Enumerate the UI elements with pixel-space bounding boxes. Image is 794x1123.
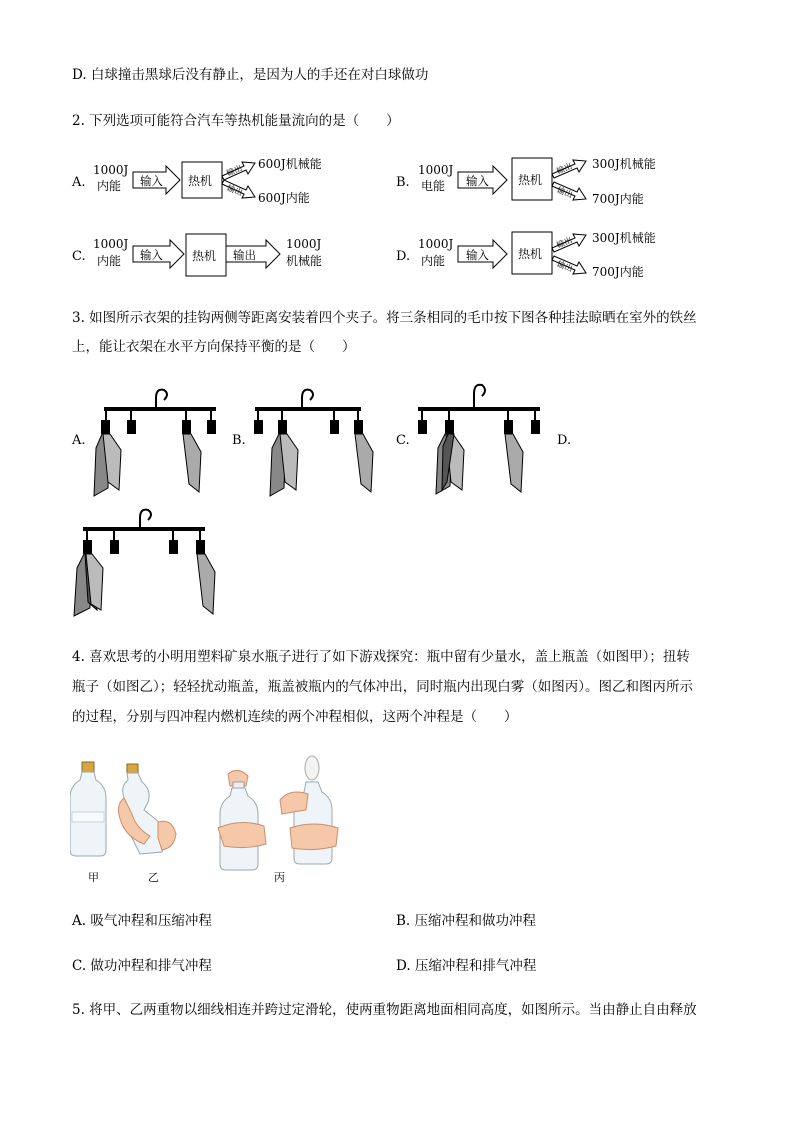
q2-b-letter: B. — [396, 175, 410, 190]
q2-b-out1: 300J机械能 — [592, 157, 656, 171]
q2-d-out-label-up: 输出 — [555, 235, 574, 250]
q3-label-b: B. — [232, 433, 246, 448]
q4-bottle-yi — [118, 764, 176, 854]
q3-label-c: C. — [396, 433, 410, 448]
q4-bottle-figure — [70, 752, 350, 887]
q2-d-out-label-down: 输出 — [555, 259, 574, 274]
q2-energy-flow-figure — [0, 150, 794, 285]
q2-b-out2: 700J内能 — [592, 192, 644, 206]
q3-hanger-figure — [0, 378, 794, 628]
q4-stem-line3: 的过程，分别与四冲程内燃机连续的两个冲程相似，这两个冲程是（ ） — [72, 709, 518, 725]
q2-c-input-label: 输入 — [140, 248, 163, 262]
q2-c-engine-label: 热机 — [192, 249, 217, 263]
q2-c-letter: C. — [72, 249, 86, 264]
q1-option-d: D. 白球撞击黑球后没有静止，是因为人的手还在对白球做功 — [72, 67, 429, 83]
q2-d-source-amount: 1000J — [418, 237, 454, 251]
q4-bottle-jia — [70, 762, 106, 856]
q2-b-source-amount: 1000J — [418, 163, 454, 177]
q3-stem-line2: 上，能让衣架在水平方向保持平衡的是（ ） — [72, 339, 356, 355]
q2-stem: 2. 下列选项可能符合汽车等热机能量流向的是（ ） — [72, 113, 400, 129]
q4-option-c: C. 做功冲程和排气冲程 — [72, 958, 212, 974]
q3-stem-line1: 3. 如图所示衣架的挂钩两侧等距离安装着四个夹子。将三条相同的毛巾按下图各种挂法晾晒在室外的铁丝 — [72, 310, 697, 326]
q3-label-a: A. — [72, 433, 86, 448]
q2-d-letter: D. — [396, 249, 411, 264]
q4-fig-label-jia: 甲 — [88, 871, 99, 884]
q2-option-a — [71, 156, 322, 205]
q2-c-source-amount: 1000J — [93, 237, 129, 251]
q2-a-out-label-up: 输出 — [225, 163, 244, 178]
q2-d-input-label: 输入 — [466, 248, 489, 262]
q3-hanger-d — [74, 510, 215, 616]
q4-stem-line1: 4. 喜欢思考的小明用塑料矿泉水瓶子进行了如下游戏探究：瓶中留有少量水，盖上瓶盖（如图甲）；扭转 — [72, 649, 690, 665]
q2-option-d — [396, 230, 656, 279]
q4-fig-label-yi: 乙 — [148, 871, 159, 884]
q2-a-out2: 600J内能 — [258, 191, 310, 205]
q2-c-output-label: 输出 — [233, 248, 256, 262]
q3-label-d: D. — [557, 433, 572, 448]
q2-b-input-label: 输入 — [466, 174, 489, 188]
q2-a-source-amount: 1000J — [93, 163, 129, 177]
q2-option-b — [396, 156, 656, 206]
q3-hanger-a — [71, 390, 216, 496]
q2-b-out-label-down: 输出 — [555, 185, 574, 200]
q2-c-out1-type: 机械能 — [286, 254, 323, 268]
q5-stem-line1: 5. 将甲、乙两重物以细线相连并跨过定滑轮，使两重物距离地面相同高度，如图所示。当由静止自由释放 — [72, 1002, 697, 1018]
q2-d-engine-label: 热机 — [518, 247, 543, 261]
q3-hanger-c — [396, 385, 540, 494]
q2-d-source-type: 内能 — [421, 254, 446, 268]
q4-option-d: D. 压缩冲程和排气冲程 — [396, 958, 537, 974]
q2-a-out1: 600J机械能 — [258, 157, 322, 171]
q4-bottle-bing-2 — [280, 756, 338, 864]
q4-fig-label-bing: 丙 — [274, 871, 285, 884]
q2-a-letter: A. — [72, 175, 86, 190]
q2-c-source-type: 内能 — [97, 254, 122, 268]
q4-option-a: A. 吸气冲程和压缩冲程 — [72, 913, 212, 929]
q2-a-input-label: 输入 — [140, 174, 163, 188]
q2-a-out-label-down: 输出 — [225, 183, 244, 198]
q4-option-b: B. 压缩冲程和做功冲程 — [396, 913, 537, 929]
q2-b-source-type: 电能 — [421, 179, 446, 193]
q2-option-c — [72, 234, 322, 276]
q3-hanger-b — [232, 390, 373, 496]
q2-c-out1-amount: 1000J — [286, 237, 322, 251]
q2-d-out2: 700J内能 — [592, 265, 644, 279]
q2-a-source-type: 内能 — [97, 179, 122, 193]
q2-d-out1: 300J机械能 — [592, 231, 656, 245]
q2-b-out-label-up: 输出 — [555, 161, 574, 176]
q4-bottle-bing-1 — [218, 770, 266, 870]
q4-stem-line2: 瓶子（如图乙）；轻轻扰动瓶盖，瓶盖被瓶内的气体冲出，同时瓶内出现白雾（如图丙）。图乙和图丙所示 — [72, 679, 693, 695]
q2-a-engine-label: 热机 — [188, 174, 213, 188]
q2-b-engine-label: 热机 — [518, 173, 543, 187]
